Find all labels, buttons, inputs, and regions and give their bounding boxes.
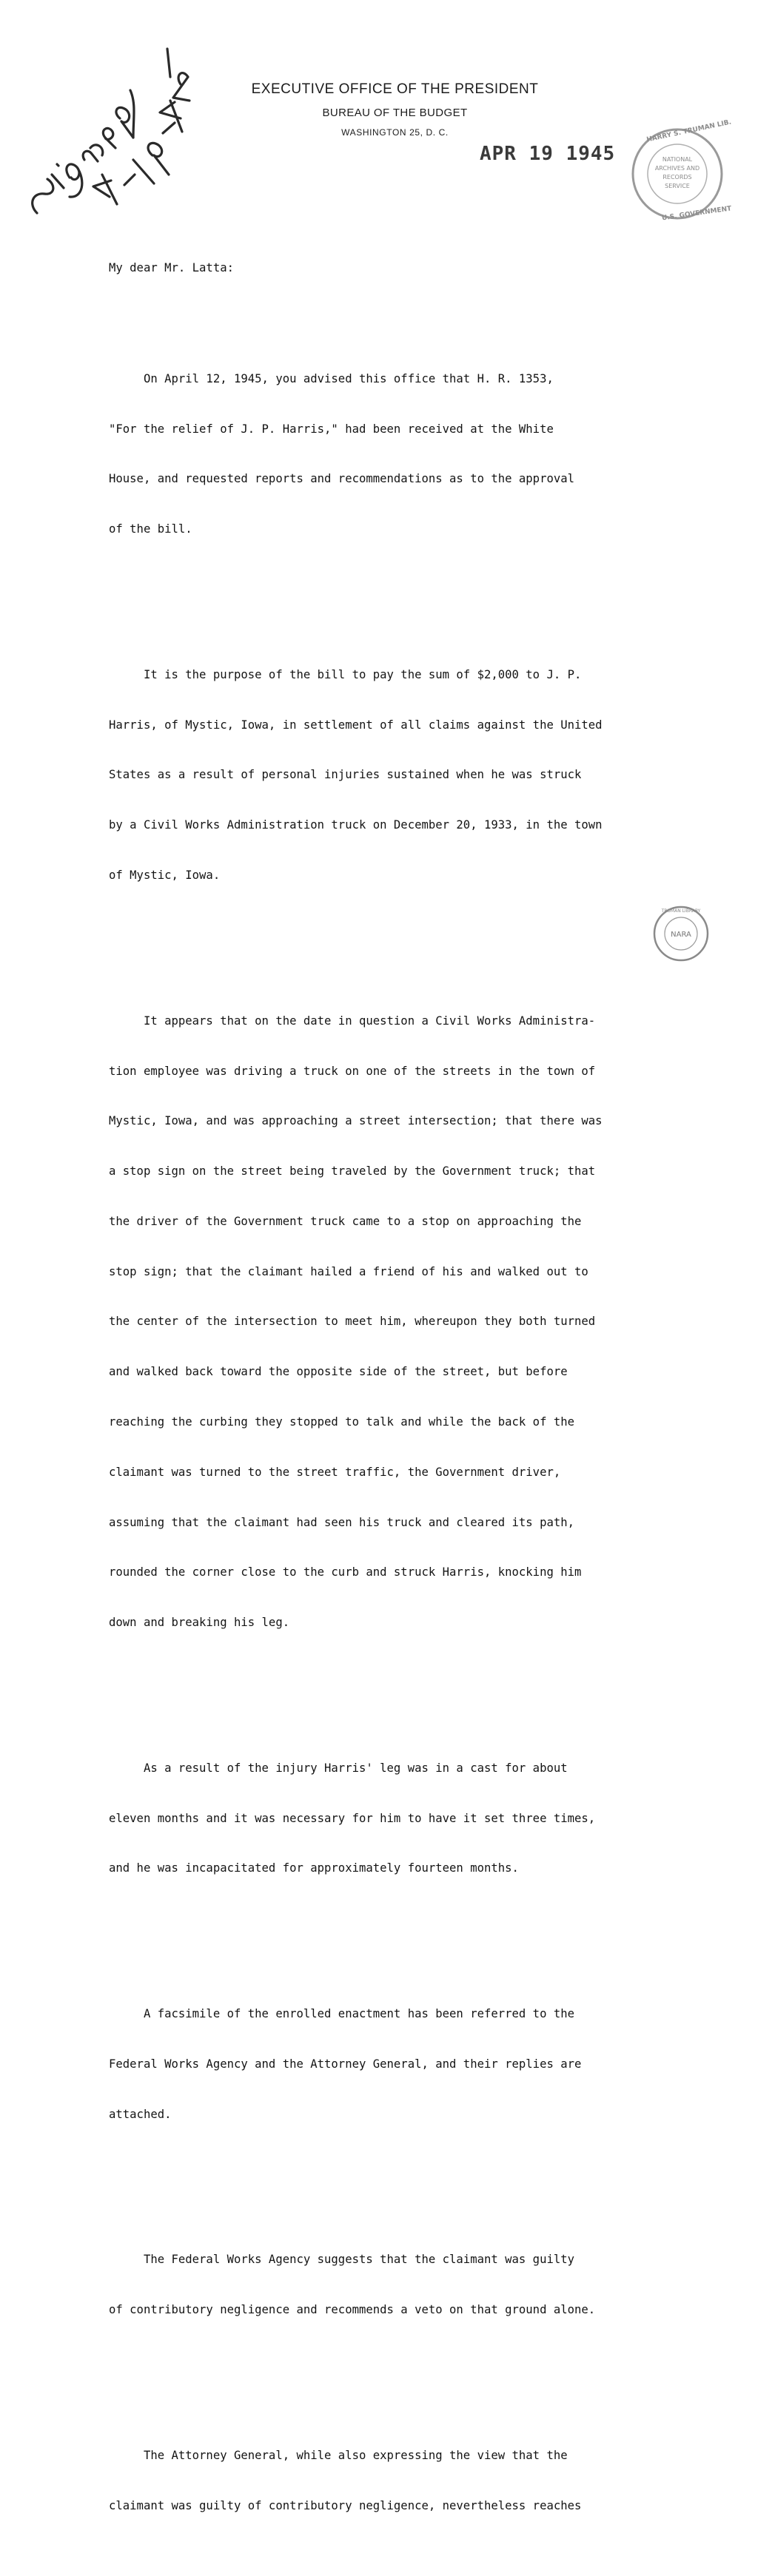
text-line: As a result of the injury Harris' leg was in a cast for about xyxy=(109,1761,568,1775)
text-line: tion employee was driving a truck on one of the streets in the town of xyxy=(109,1064,596,1078)
text-line: the center of the intersection to meet him, whereupon they both turned xyxy=(109,1315,596,1329)
text-line: States as a result of personal injuries sustained when he was struck xyxy=(109,768,582,782)
text-line: by a Civil Works Administration truck on December 20, 1933, in the town xyxy=(109,818,603,832)
svg-text:NATIONAL: NATIONAL xyxy=(662,156,693,163)
paragraph-1 xyxy=(109,337,701,571)
salutation: My dear Mr. Latta: xyxy=(109,261,234,275)
paragraph-2 xyxy=(109,633,701,917)
text-line: rounded the corner close to the curb and struck Harris, knocking him xyxy=(109,1565,582,1579)
svg-text:U.S. GOVERNMENT: U.S. GOVERNMENT xyxy=(661,205,732,223)
text-line: down and breaking his leg. xyxy=(109,1616,290,1630)
text-line: a stop sign on the street being traveled by the Government truck; that xyxy=(109,1164,596,1179)
truman-library-stamp-top xyxy=(629,118,733,223)
paragraph-4 xyxy=(109,1727,701,1911)
text-line: the driver of the Government truck came to a stop on approaching the xyxy=(109,1214,582,1228)
svg-text:NARA: NARA xyxy=(671,931,691,939)
text-line: stop sign; that the claimant hailed a friend of his and walked out to xyxy=(109,1264,588,1278)
text-line: of the bill. xyxy=(109,522,192,536)
text-line: It is the purpose of the bill to pay the sum of $2,000 to J. P. xyxy=(109,667,582,681)
paragraph-7 xyxy=(109,2414,701,2548)
paragraph-6 xyxy=(109,2218,701,2352)
letterhead-office: EXECUTIVE OFFICE OF THE PRESIDENT xyxy=(251,81,539,97)
date-stamp: APR 19 1945 xyxy=(480,143,616,165)
text-line: assuming that the claimant had seen his truck and cleared its path, xyxy=(109,1515,575,1529)
text-line: "For the relief of J. P. Harris," had been received at the White xyxy=(109,422,554,436)
text-line: attached. xyxy=(109,2107,172,2121)
text-line: House, and requested reports and recommendations as to the approval xyxy=(109,472,575,486)
svg-text:ARCHIVES AND: ARCHIVES AND xyxy=(654,165,700,172)
text-line: Federal Works Agency and the Attorney General, and their replies are xyxy=(109,2057,582,2071)
letterhead-bureau: BUREAU OF THE BUDGET xyxy=(322,107,468,119)
text-line: reaching the curbing they stopped to talk and while the back of the xyxy=(109,1415,575,1429)
truman-library-stamp-bottom xyxy=(651,904,711,963)
text-line: claimant was turned to the street traffic, the Government driver, xyxy=(109,1465,561,1479)
svg-text:RECORDS: RECORDS xyxy=(662,174,692,181)
text-line: Mystic, Iowa, and was approaching a street intersection; that there was xyxy=(109,1114,603,1128)
svg-text:HARRY S. TRUMAN LIB.: HARRY S. TRUMAN LIB. xyxy=(645,118,733,144)
text-line: A facsimile of the enrolled enactment has been referred to the xyxy=(109,2007,575,2021)
text-line: of contributory negligence and recommends a veto on that ground alone. xyxy=(109,2303,596,2317)
text-line: of Mystic, Iowa. xyxy=(109,868,221,882)
text-line: It appears that on the date in question a Civil Works Administra- xyxy=(109,1014,596,1028)
svg-text:SERVICE: SERVICE xyxy=(665,183,690,189)
text-line: On April 12, 1945, you advised this office that H. R. 1353, xyxy=(109,371,554,385)
letterhead-address: WASHINGTON 25, D. C. xyxy=(341,127,449,138)
paragraph-5 xyxy=(109,1972,701,2157)
text-line: The Federal Works Agency suggests that the claimant was guilty xyxy=(109,2253,575,2267)
text-line: The Attorney General, while also expressing the view that the xyxy=(109,2449,568,2462)
text-line: and he was incapacitated for approximately fourteen months. xyxy=(109,1861,519,1875)
letter-body xyxy=(109,226,701,2576)
svg-text:TRUMAN LIBRARY: TRUMAN LIBRARY xyxy=(661,908,701,914)
text-line: Harris, of Mystic, Iowa, in settlement of all claims against the United xyxy=(109,718,603,732)
text-line: and walked back toward the opposite side of the street, but before xyxy=(109,1365,568,1379)
text-line: claimant was guilty of contributory negligence, nevertheless reaches xyxy=(109,2498,582,2512)
text-line: eleven months and it was necessary for him to have it set three times, xyxy=(109,1811,596,1825)
paragraph-3 xyxy=(109,980,701,1665)
